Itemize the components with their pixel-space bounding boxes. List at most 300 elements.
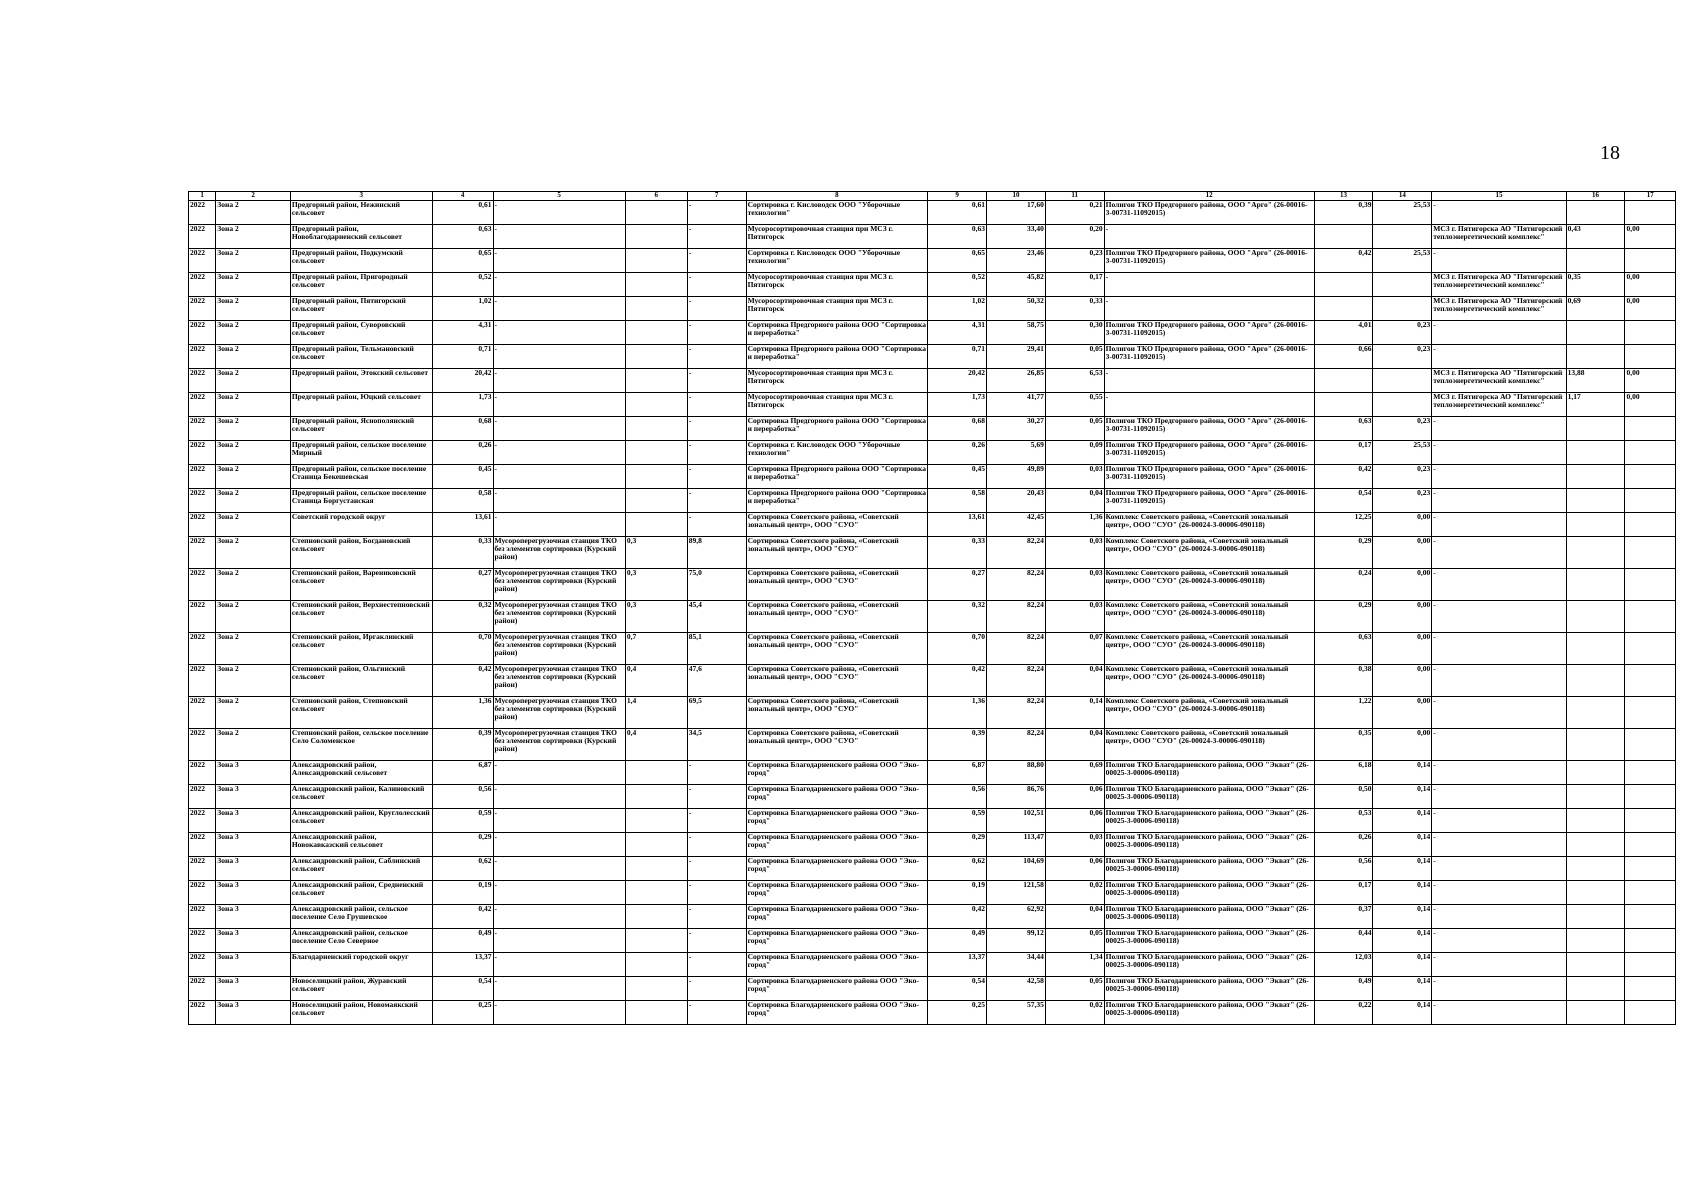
table-cell: - (687, 297, 746, 321)
table-cell: 0,49 (1314, 977, 1373, 1001)
table-cell: - (1432, 249, 1566, 273)
table-cell: 12,25 (1314, 513, 1373, 537)
table-cell: 0,49 (432, 929, 493, 953)
table-cell (1566, 513, 1625, 537)
table-row (189, 785, 1676, 809)
table-cell: - (1432, 489, 1566, 513)
table-cell (1625, 417, 1676, 441)
table-cell (1625, 953, 1676, 977)
table-cell: 20,43 (987, 489, 1046, 513)
table-cell (625, 785, 687, 809)
table-cell: Сортировка Советского района, «Советский зональный центр», ООО "СУО" (746, 601, 928, 633)
table-cell: - (493, 465, 625, 489)
table-cell: 2022 (189, 465, 216, 489)
table-cell: - (1432, 441, 1566, 465)
table-cell (625, 345, 687, 369)
table-cell: Сортировка Предгорного района ООО "Сортировка и переработка" (746, 345, 928, 369)
table-cell: - (493, 857, 625, 881)
table-cell: Комплекс Советского района, «Советский зональный центр», ООО "СУО" (26-00024-3-00006-090118) (1104, 513, 1314, 537)
table-cell: 6,53 (1045, 369, 1104, 393)
table-cell: - (1432, 601, 1566, 633)
table-cell: 82,24 (987, 633, 1046, 665)
table-cell: 2022 (189, 953, 216, 977)
table-cell: 0,4 (625, 665, 687, 697)
table-cell: 0,35 (1314, 729, 1373, 761)
table-cell (1625, 489, 1676, 513)
table-cell: 2022 (189, 633, 216, 665)
table-cell: Степновский район, Иргаклинский сельсовет (290, 633, 432, 665)
table-cell: 0,68 (928, 417, 987, 441)
table-cell: - (493, 345, 625, 369)
column-header: 3 (290, 192, 432, 201)
table-cell (1566, 321, 1625, 345)
table-cell (1625, 1001, 1676, 1025)
table-cell: 0,52 (928, 273, 987, 297)
table-cell: 1,4 (625, 697, 687, 729)
column-header: 15 (1432, 192, 1566, 201)
table-cell: 0,42 (928, 905, 987, 929)
table-cell (1625, 729, 1676, 761)
table-cell: 58,75 (987, 321, 1046, 345)
table-cell: Зона 2 (216, 201, 291, 225)
table-cell: 0,00 (1625, 297, 1676, 321)
column-header: 8 (746, 192, 928, 201)
table-cell: Мусороперегрузочная станция ТКО без элементов сортировки (Курский район) (493, 697, 625, 729)
table-cell: - (493, 929, 625, 953)
table-cell: Александровский район, сельское поселение Село Грушевское (290, 905, 432, 929)
table-cell: - (493, 297, 625, 321)
table-cell (1625, 321, 1676, 345)
table-cell: 45,82 (987, 273, 1046, 297)
table-cell: Полигон ТКО Предгорного района, ООО "Арго" (26-00016-3-00731-11092015) (1104, 417, 1314, 441)
table-cell: Комплекс Советского района, «Советский зональный центр», ООО "СУО" (26-00024-3-00006-090118) (1104, 729, 1314, 761)
table-cell: Полигон ТКО Благодарненского района, ООО "Экват" (26-00025-3-00006-090118) (1104, 761, 1314, 785)
table-cell: 1,02 (432, 297, 493, 321)
table-cell: 57,35 (987, 1001, 1046, 1025)
table-cell: - (1432, 977, 1566, 1001)
table-cell: 0,45 (432, 465, 493, 489)
table-cell (1373, 273, 1432, 297)
table-cell: 0,06 (1045, 809, 1104, 833)
table-cell: 0,03 (1045, 537, 1104, 569)
table-cell: 25,53 (1373, 249, 1432, 273)
table-cell: - (687, 441, 746, 465)
table-cell: 0,14 (1045, 697, 1104, 729)
table-cell: 42,58 (987, 977, 1046, 1001)
table-cell: 2022 (189, 881, 216, 905)
table-cell: 0,00 (1625, 369, 1676, 393)
table-cell: Зона 2 (216, 633, 291, 665)
table-cell: 0,62 (432, 857, 493, 881)
table-cell: - (493, 489, 625, 513)
table-cell: Мусороперегрузочная станция ТКО без элементов сортировки (Курский район) (493, 569, 625, 601)
table-cell: Зона 2 (216, 729, 291, 761)
table-row (189, 633, 1676, 665)
table-cell: - (687, 977, 746, 1001)
table-cell: - (1104, 369, 1314, 393)
table-cell: Сортировка г. Кисловодск ООО "Уборочные технологии" (746, 249, 928, 273)
table-cell: Зона 2 (216, 225, 291, 249)
table-cell: Зона 2 (216, 369, 291, 393)
table-cell: - (687, 929, 746, 953)
table-cell: 29,41 (987, 345, 1046, 369)
table-cell (1625, 537, 1676, 569)
table-cell: 13,61 (432, 513, 493, 537)
table-cell: 0,33 (432, 537, 493, 569)
table-cell: 0,14 (1373, 905, 1432, 929)
table-cell: 2022 (189, 489, 216, 513)
table-cell: 0,05 (1045, 929, 1104, 953)
table-cell: - (1432, 321, 1566, 345)
table-cell: - (493, 321, 625, 345)
table-cell: Сортировка Благодарненского района ООО "Эко-город" (746, 857, 928, 881)
table-cell: 0,37 (1314, 905, 1373, 929)
table-cell: - (493, 809, 625, 833)
column-header: 12 (1104, 192, 1314, 201)
table-cell (1566, 489, 1625, 513)
table-cell: Сортировка Советского района, «Советский зональный центр», ООО "СУО" (746, 633, 928, 665)
column-header: 16 (1566, 192, 1625, 201)
table-cell (1625, 881, 1676, 905)
table-cell: 0,44 (1314, 929, 1373, 953)
table-cell: 1,36 (928, 697, 987, 729)
table-cell: - (1432, 417, 1566, 441)
table-cell: Зона 3 (216, 881, 291, 905)
table-cell: 0,14 (1373, 857, 1432, 881)
table-cell (625, 761, 687, 785)
table-cell: - (1432, 905, 1566, 929)
table-cell: - (493, 953, 625, 977)
table-cell: - (687, 857, 746, 881)
table-cell: Александровский район, Калиновский сельсовет (290, 785, 432, 809)
table-cell: - (687, 393, 746, 417)
table-cell: 0,42 (432, 905, 493, 929)
table-cell: 0,32 (928, 601, 987, 633)
table-cell: 0,54 (432, 977, 493, 1001)
table-cell: Мусоросортировочная станция при МСЗ г. Пятигорск (746, 393, 928, 417)
table-cell: - (1432, 201, 1566, 225)
table-cell: - (1432, 665, 1566, 697)
table-cell: - (493, 273, 625, 297)
table-cell: 0,03 (1045, 601, 1104, 633)
table-cell: 2022 (189, 601, 216, 633)
table-cell: 20,42 (432, 369, 493, 393)
table-cell (625, 1001, 687, 1025)
table-cell (1625, 569, 1676, 601)
table-cell: 0,22 (1314, 1001, 1373, 1025)
table-cell: Зона 3 (216, 833, 291, 857)
table-cell (1566, 697, 1625, 729)
table-cell: 0,00 (1373, 513, 1432, 537)
table-cell (1625, 929, 1676, 953)
table-cell: 0,06 (1045, 785, 1104, 809)
table-cell: Новоселицкий район, Журавский сельсовет (290, 977, 432, 1001)
table-cell (1566, 633, 1625, 665)
table-cell: 121,58 (987, 881, 1046, 905)
table-cell (1566, 465, 1625, 489)
table-cell: 2022 (189, 369, 216, 393)
table-cell: - (687, 1001, 746, 1025)
table-row (189, 833, 1676, 857)
table-cell (1566, 249, 1625, 273)
header-row (189, 192, 1676, 201)
table-cell: Сортировка Благодарненского района ООО "Эко-город" (746, 953, 928, 977)
table-cell: Зона 3 (216, 977, 291, 1001)
table-cell: 49,89 (987, 465, 1046, 489)
table-cell: Сортировка Благодарненского района ООО "Эко-город" (746, 929, 928, 953)
table-cell (1625, 857, 1676, 881)
table-cell: Степновский район, сельское поселение Село Соломенское (290, 729, 432, 761)
table-cell: - (687, 761, 746, 785)
table-row (189, 1001, 1676, 1025)
table-cell (1566, 1001, 1625, 1025)
table-cell: 41,77 (987, 393, 1046, 417)
table-cell: МСЗ г. Пятигорска АО "Пятигорский теплоэнергетический комплекс" (1432, 369, 1566, 393)
table-cell: 0,00 (1373, 665, 1432, 697)
table-cell (1625, 513, 1676, 537)
table-cell: МСЗ г. Пятигорска АО "Пятигорский теплоэнергетический комплекс" (1432, 297, 1566, 321)
table-cell: Сортировка Предгорного района ООО "Сортировка и переработка" (746, 465, 928, 489)
table-cell: Мусороперегрузочная станция ТКО без элементов сортировки (Курский район) (493, 729, 625, 761)
table-cell: - (687, 417, 746, 441)
table-cell: Зона 2 (216, 441, 291, 465)
table-cell: 0,05 (1045, 345, 1104, 369)
table-cell: 0,04 (1045, 905, 1104, 929)
table-cell: Зона 2 (216, 297, 291, 321)
table-row (189, 809, 1676, 833)
table-cell: 23,46 (987, 249, 1046, 273)
table-cell: Сортировка Благодарненского района ООО "Эко-город" (746, 761, 928, 785)
table-cell: Предгорный район, сельское поселение Станица Боргустанская (290, 489, 432, 513)
table-cell: 25,53 (1373, 441, 1432, 465)
table-row (189, 345, 1676, 369)
table-row (189, 417, 1676, 441)
table-cell: 0,45 (928, 465, 987, 489)
table-cell (625, 441, 687, 465)
table-cell: - (687, 881, 746, 905)
table-cell: - (687, 345, 746, 369)
table-cell: - (687, 833, 746, 857)
table-cell: 0,03 (1045, 569, 1104, 601)
table-cell: 0,23 (1373, 465, 1432, 489)
table-cell: Зона 3 (216, 905, 291, 929)
table-cell: Комплекс Советского района, «Советский зональный центр», ООО "СУО" (26-00024-3-00006-090118) (1104, 537, 1314, 569)
table-cell: 0,21 (1045, 201, 1104, 225)
table-cell: - (1432, 1001, 1566, 1025)
table-cell (625, 297, 687, 321)
table-cell (1625, 441, 1676, 465)
table-cell: 0,54 (1314, 489, 1373, 513)
table-cell (1566, 569, 1625, 601)
table-cell: 0,43 (1566, 225, 1625, 249)
table-cell: Сортировка Советского района, «Советский зональный центр», ООО "СУО" (746, 697, 928, 729)
table-cell: Полигон ТКО Благодарненского района, ООО "Экват" (26-00025-3-00006-090118) (1104, 905, 1314, 929)
table-cell: 0,00 (1625, 225, 1676, 249)
table-cell: - (687, 785, 746, 809)
table-cell: 0,03 (1045, 833, 1104, 857)
table-cell: Сортировка Предгорного района ООО "Сортировка и переработка" (746, 417, 928, 441)
column-header: 7 (687, 192, 746, 201)
table-cell: - (687, 369, 746, 393)
table-cell: 0,59 (432, 809, 493, 833)
table-cell: 82,24 (987, 665, 1046, 697)
table-cell: - (493, 761, 625, 785)
table-cell: 69,5 (687, 697, 746, 729)
table-cell: 62,92 (987, 905, 1046, 929)
table-row (189, 513, 1676, 537)
table-cell: 0,00 (1625, 393, 1676, 417)
table-cell: 2022 (189, 665, 216, 697)
table-cell (1625, 601, 1676, 633)
table-cell: - (493, 513, 625, 537)
table-cell: Сортировка г. Кисловодск ООО "Уборочные технологии" (746, 441, 928, 465)
table-cell: - (493, 1001, 625, 1025)
table-cell: - (1432, 929, 1566, 953)
table-cell: 34,44 (987, 953, 1046, 977)
table-cell: Сортировка Благодарненского района ООО "Эко-город" (746, 905, 928, 929)
table-cell: 0,24 (1314, 569, 1373, 601)
table-cell: 0,50 (1314, 785, 1373, 809)
table-cell: - (1104, 297, 1314, 321)
table-cell: Зона 2 (216, 513, 291, 537)
table-cell: - (1432, 697, 1566, 729)
table-row (189, 977, 1676, 1001)
table-cell: 34,5 (687, 729, 746, 761)
table-cell: Сортировка Советского района, «Советский зональный центр», ООО "СУО" (746, 513, 928, 537)
table-cell: 0,56 (1314, 857, 1373, 881)
table-cell: 0,39 (432, 729, 493, 761)
table-row (189, 249, 1676, 273)
table-cell: 0,42 (928, 665, 987, 697)
table-cell: Зона 2 (216, 489, 291, 513)
table-cell: Полигон ТКО Благодарненского района, ООО "Экват" (26-00025-3-00006-090118) (1104, 977, 1314, 1001)
table-cell: - (1432, 513, 1566, 537)
table-cell: 2022 (189, 729, 216, 761)
table-cell: - (493, 833, 625, 857)
table-cell: Предгорный район, Тельмановский сельсовет (290, 345, 432, 369)
table-cell: 0,42 (1314, 465, 1373, 489)
table-cell: 0,00 (1373, 537, 1432, 569)
table-cell: Предгорный район, Новоблагодарненский сельсовет (290, 225, 432, 249)
column-header: 6 (625, 192, 687, 201)
table-cell: Полигон ТКО Благодарненского района, ООО "Экват" (26-00025-3-00006-090118) (1104, 1001, 1314, 1025)
table-cell: 47,6 (687, 665, 746, 697)
table-cell (1373, 225, 1432, 249)
table-row (189, 393, 1676, 417)
table-cell: 6,87 (432, 761, 493, 785)
table-cell: Полигон ТКО Благодарненского района, ООО "Экват" (26-00025-3-00006-090118) (1104, 833, 1314, 857)
table-cell: 0,35 (1566, 273, 1625, 297)
table-cell: 104,69 (987, 857, 1046, 881)
table-cell (1566, 857, 1625, 881)
table-cell (1373, 297, 1432, 321)
table-cell: 0,61 (928, 201, 987, 225)
table-cell: Зона 2 (216, 465, 291, 489)
table-cell: МСЗ г. Пятигорска АО "Пятигорский теплоэнергетический комплекс" (1432, 393, 1566, 417)
table-row (189, 929, 1676, 953)
table-cell: 1,36 (1045, 513, 1104, 537)
table-cell: Комплекс Советского района, «Советский зональный центр», ООО "СУО" (26-00024-3-00006-090118) (1104, 697, 1314, 729)
table-cell: 0,66 (1314, 345, 1373, 369)
table-row (189, 697, 1676, 729)
table-cell: МСЗ г. Пятигорска АО "Пятигорский теплоэнергетический комплекс" (1432, 225, 1566, 249)
table-cell: 82,24 (987, 697, 1046, 729)
table-cell: 26,85 (987, 369, 1046, 393)
table-cell: 1,73 (928, 393, 987, 417)
table-cell: Комплекс Советского района, «Советский зональный центр», ООО "СУО" (26-00024-3-00006-090118) (1104, 665, 1314, 697)
table-cell: Полигон ТКО Благодарненского района, ООО "Экват" (26-00025-3-00006-090118) (1104, 857, 1314, 881)
table-cell (625, 833, 687, 857)
column-header: 11 (1045, 192, 1104, 201)
table-cell: 5,69 (987, 441, 1046, 465)
table-cell: Александровский район, Саблинский сельсовет (290, 857, 432, 881)
table-cell: Полигон ТКО Предгорного района, ООО "Арго" (26-00016-3-00731-11092015) (1104, 489, 1314, 513)
table-cell: 0,63 (928, 225, 987, 249)
table-cell: 0,33 (928, 537, 987, 569)
table-cell (1566, 761, 1625, 785)
data-table (188, 191, 1676, 1025)
table-cell: Новоселицкий район, Новомаякский сельсовет (290, 1001, 432, 1025)
column-header: 17 (1625, 192, 1676, 201)
table-cell: Предгорный район, Этокский сельсовет (290, 369, 432, 393)
table-cell: Зона 2 (216, 321, 291, 345)
table-cell: 1,02 (928, 297, 987, 321)
table-cell (1373, 393, 1432, 417)
table-cell: 0,65 (432, 249, 493, 273)
table-cell: 0,63 (432, 225, 493, 249)
table-cell: Полигон ТКО Благодарненского района, ООО "Экват" (26-00025-3-00006-090118) (1104, 881, 1314, 905)
table-cell: Мусороперегрузочная станция ТКО без элементов сортировки (Курский район) (493, 601, 625, 633)
table-cell (625, 513, 687, 537)
table-cell (1314, 225, 1373, 249)
table-cell: 0,3 (625, 537, 687, 569)
table-cell: 0,14 (1373, 929, 1432, 953)
table-cell: 0,04 (1045, 489, 1104, 513)
table-cell (1625, 201, 1676, 225)
table-cell (1566, 345, 1625, 369)
table-cell: - (493, 881, 625, 905)
table-cell: 0,14 (1373, 761, 1432, 785)
table-cell (625, 249, 687, 273)
table-cell: 2022 (189, 393, 216, 417)
table-cell: 82,24 (987, 537, 1046, 569)
table-cell (625, 809, 687, 833)
table-cell (1314, 273, 1373, 297)
table-cell (1625, 465, 1676, 489)
table-cell (1566, 929, 1625, 953)
table-cell: Степновский район, Варениковский сельсовет (290, 569, 432, 601)
table-cell: 2022 (189, 809, 216, 833)
table-cell: Советский городской округ (290, 513, 432, 537)
table-cell: - (687, 905, 746, 929)
table-cell: Зона 3 (216, 857, 291, 881)
table-cell: - (1432, 809, 1566, 833)
table-cell: Комплекс Советского района, «Советский зональный центр», ООО "СУО" (26-00024-3-00006-090118) (1104, 601, 1314, 633)
table-cell: 4,01 (1314, 321, 1373, 345)
table-cell: 33,40 (987, 225, 1046, 249)
table-cell: - (1104, 225, 1314, 249)
table-cell: 0,4 (625, 729, 687, 761)
table-cell: Мусоросортировочная станция при МСЗ г. Пятигорск (746, 225, 928, 249)
table-cell: 82,24 (987, 569, 1046, 601)
table-cell: 0,69 (1566, 297, 1625, 321)
table-cell: 0,00 (1625, 273, 1676, 297)
table-cell: 0,62 (928, 857, 987, 881)
table-cell: Зона 2 (216, 697, 291, 729)
table-cell: 2022 (189, 1001, 216, 1025)
table-cell: - (1432, 761, 1566, 785)
table-cell: 0,23 (1373, 489, 1432, 513)
